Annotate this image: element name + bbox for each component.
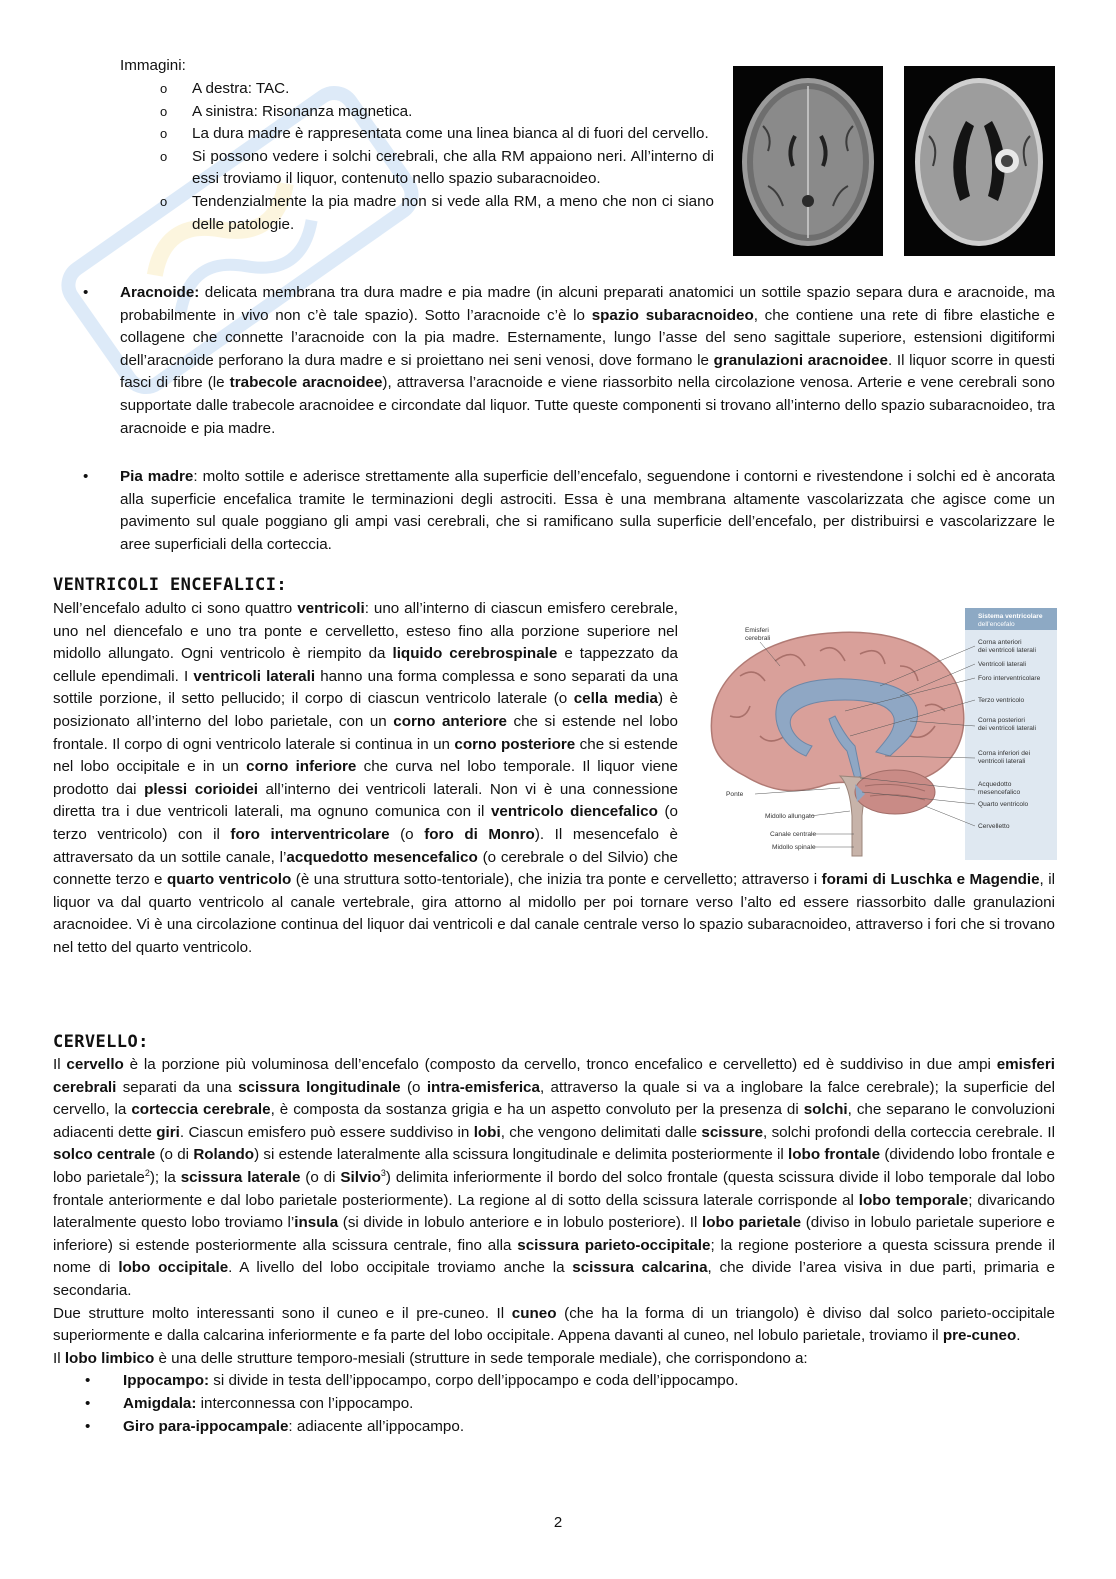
bold-run: giri xyxy=(156,1123,180,1141)
ct-scan-image xyxy=(733,66,883,256)
bold-run: insula xyxy=(294,1214,339,1232)
text-run: e tappezzato da cellule ependimali. I xyxy=(53,645,678,685)
text-run: ). Il mesencefalo è attraversato da un sottile canale, l’ xyxy=(53,825,678,866)
text-run: (o xyxy=(400,1078,427,1096)
list-marker: o xyxy=(160,103,168,119)
figure-label: Terzo ventricolo xyxy=(978,697,1025,704)
text-run: . Ciascun emisfero può essere suddiviso in xyxy=(179,1123,474,1141)
bold-run: foro di Monro xyxy=(424,825,535,843)
bold-run: Ippocampo: xyxy=(123,1372,210,1390)
text-run: , attraverso la quale si va a inglobare la falce cerebrale); la superficie del cervello, la xyxy=(53,1078,1055,1119)
ventricoli-heading: VENTRICOLI ENCEFALICI: xyxy=(53,575,287,595)
figure-label: mesencefalico xyxy=(978,789,1021,796)
list-item-text: A destra: TAC. xyxy=(192,80,290,97)
list-marker: o xyxy=(160,81,168,96)
text-run: che curva nel lobo temporale. Il liquor viene prodotto dai xyxy=(53,758,678,798)
bold-run: lobo occipitale xyxy=(118,1259,229,1277)
images-list xyxy=(160,78,714,236)
list-marker: o xyxy=(160,126,168,142)
list-item xyxy=(85,1393,1055,1416)
cerebellum xyxy=(855,770,935,814)
list-item xyxy=(160,146,714,191)
figure-title: Sistema ventricolare xyxy=(978,613,1043,620)
bold-run: cervello xyxy=(66,1056,124,1073)
cervello-paragraph xyxy=(53,1054,1055,1303)
text-run: , è composta da sostanza grigia e ha un aspetto convoluto per la presenza di xyxy=(270,1101,804,1119)
text-run: ), attraversa l’aracnoide e viene riassorbito nella circolazione venosa. Arterie e vene cerebrali sono supportate dalle trabecole aracnoidee e circondate dal liquor. Tutte queste componenti si trovano all’interno dello spazio subaracnoideo, tra aracnoide e pia madre. xyxy=(120,374,1055,437)
text-run: (o terzo ventricolo) con il xyxy=(53,803,678,843)
text-run: Il xyxy=(53,1349,65,1367)
bold-run: lobo frontale xyxy=(788,1146,881,1164)
bold-run: scissura calcarina xyxy=(572,1259,708,1277)
figure-label: Midollo allungato xyxy=(765,813,815,820)
list-marker: o xyxy=(160,193,168,209)
figure-label: Cervelletto xyxy=(978,823,1010,830)
text-run: ; divaricando lateralmente questo lobo troviamo l’ xyxy=(53,1191,1055,1232)
figure-label: Ponte xyxy=(726,791,744,798)
text-run: , il liquor va dal quarto ventricolo al canale vertebrale, gira attorno al midollo per poi tornare verso l’alto ed essere riassorbito dalle granulazioni aracnoidee. Vi è una circolazione continua del liquor dai ventricoli e dal canale centrale verso lo spazio subaracnoideo, attraverso i fori che si trovano nel tetto del quarto ventricolo. xyxy=(53,871,1056,956)
bold-run: corno posteriore xyxy=(454,735,576,753)
text-run: che si estende nel lobo occipitale e in un xyxy=(53,735,678,776)
bold-run: lobi xyxy=(473,1123,501,1141)
list-item xyxy=(160,101,714,124)
text-run: ) è posizionato all’interno del lobo parietale, con un xyxy=(53,690,678,730)
bold-run: scissura longitudinale xyxy=(238,1078,401,1096)
figure-label: Corna inferiori dei xyxy=(978,750,1031,757)
list-item xyxy=(85,1416,1055,1439)
text-run: che si estende nel lobo frontale. Il corpo di ogni ventricolo laterale si continua in un xyxy=(53,712,679,753)
text-run: (o cerebrale o del Silvio) che connette terzo e xyxy=(53,848,678,889)
bold-run: trabecole aracnoidee xyxy=(229,374,383,392)
text-run: , solchi profondi della corteccia cerebrale. Il xyxy=(763,1123,1055,1141)
text-run: ); la xyxy=(149,1168,181,1186)
text-run: : molto sottile e aderisce strettamente alla superficie dell’encefalo, seguendone i contorni e rivestendone i solchi ed è ancorata alla superficie encefalica tramite le terminazioni degli astrociti. Essa è una membrana altamente vascolarizzata che agisce come un pavimento sul quale poggiano gli ampi vasi cerebrali, che si ramificano sulla superficie dell’encefalo, per distribuirsi e vascolarizzare le aree superficiali della corteccia. xyxy=(120,468,1056,553)
bold-run: Silvio xyxy=(340,1168,381,1186)
text-run: ; la regione posteriore a questa scissura prende il nome di xyxy=(53,1236,1055,1277)
bold-run: corteccia cerebrale xyxy=(131,1101,271,1119)
bold-run: forami di Luschka e Magendie xyxy=(821,871,1040,889)
list-item-text: Tendenzialmente la pia madre non si vede alla RM, a meno che non ci siano delle patologie. xyxy=(192,192,714,233)
figure-label: Emisferi xyxy=(745,627,769,634)
text-run: . A livello del lobo occipitale troviamo anche la xyxy=(228,1259,573,1277)
text-run: Nell’encefalo adulto ci sono quattro xyxy=(53,600,298,617)
figure-label: Canale centrale xyxy=(770,831,817,838)
figure-title: dell’encefalo xyxy=(978,621,1015,628)
text-run: , che separano le convoluzioni adiacenti dette xyxy=(53,1101,1055,1141)
list-marker: o xyxy=(160,148,168,164)
text-run: delicata membrana tra dura madre e pia madre (in alcuni preparati anatomici un sottile spazio separa dura e aracnoide, ma probabilmente in vivo non c’è tale spazio). Sotto l’aracnoide c’è lo xyxy=(120,284,1055,324)
bullet-marker: • xyxy=(85,1394,91,1412)
figure-label: Ventricoli laterali xyxy=(978,661,1027,668)
text-run: (si divide in lobulo anteriore e in lobulo posteriore). Il xyxy=(338,1214,702,1232)
text-run: : uno all’interno di ciascun emisfero cerebrale, uno nel diencefalo e uno tra ponte e cervelletto, esteso fino alla porzione superiore nel midollo allungato. Ogni ventricolo è riempito da xyxy=(53,600,678,663)
bold-run: scissura parieto-occipitale xyxy=(517,1236,711,1254)
bold-run: lobo parietale xyxy=(701,1214,802,1232)
bold-run: ventricoli xyxy=(297,600,365,617)
bold-run: emisferi cerebrali xyxy=(53,1056,1055,1096)
cervello-heading: CERVELLO: xyxy=(53,1032,149,1052)
page-number: 2 xyxy=(553,1514,563,1531)
pia-madre-bullet xyxy=(83,466,1055,556)
text-run: ) delimita inferiormente il bordo del solco frontale (questa scissura divide il lobo temporale dal lobo frontale anteriormente e dal lobo parietale posteriormente). La regione al di sotto della scissura laterale corrisponde al xyxy=(53,1168,1055,1209)
text-run: Due strutture molto interessanti sono il cuneo e il pre-cuneo. Il xyxy=(53,1304,512,1322)
text-run: (dividendo lobo frontale e lobo parietale xyxy=(53,1146,1056,1186)
bold-run: acquedotto mesencefalico xyxy=(286,848,478,866)
bold-run: foro interventricolare xyxy=(230,825,390,843)
bold-run: scissure xyxy=(701,1123,764,1141)
bold-run: cella media xyxy=(573,690,658,708)
text-run: si divide in testa dell’ippocampo, corpo dell’ippocampo e coda dell’ippocampo. xyxy=(209,1372,739,1390)
bold-run: pre-cuneo xyxy=(942,1327,1017,1345)
bullet-marker: • xyxy=(85,1372,91,1390)
text-run: (o di xyxy=(155,1146,194,1164)
bold-run: liquido cerebrospinale xyxy=(392,645,558,663)
list-item xyxy=(85,1370,1055,1393)
aracnoide-paragraph xyxy=(120,282,1055,440)
bold-run: quarto ventricolo xyxy=(166,871,292,889)
bold-run: solchi xyxy=(803,1101,848,1119)
list-item-text: La dura madre è rappresentata come una linea bianca al di fuori del cervello. xyxy=(192,125,709,143)
cerebral-hemisphere xyxy=(711,632,963,790)
text-run: , che divide l’area visiva in due parti, primaria e secondaria. xyxy=(53,1259,1055,1299)
bold-run: Giro para-ippocampale xyxy=(123,1417,289,1435)
text-run: : adiacente all’ippocampo. xyxy=(288,1417,465,1435)
images-label: Immagini: xyxy=(120,57,186,74)
pia-madre-term: Pia madre xyxy=(120,468,194,485)
text-run: , che contiene una rete di fibre elastiche e collagene che connette l’aracnoide con la pia madre. Esternamente, lungo l’asse del seno sagittale superiore, estensioni digitiformi dell’aracnoide perforano la dura madre e si proiettano nei seni venosi, dove formano le xyxy=(120,306,1055,369)
text-run: (che ha la forma di un triangolo) è diviso dal solco parieto-occipitale superiormente e dalla calcarina inferiormente e fa parte del lobo occipitale. Appena davanti al cuneo, nel lobulo parietale, troviamo il xyxy=(53,1304,1056,1345)
list-item xyxy=(160,123,714,146)
bold-run: solco centrale xyxy=(53,1146,156,1164)
figure-label: Corna anteriori xyxy=(978,639,1022,646)
list-item xyxy=(160,191,714,236)
bold-run: corno inferiore xyxy=(246,758,357,776)
text-run: (o di xyxy=(300,1168,341,1186)
figure-label: ventricoli laterali xyxy=(978,758,1026,765)
bullet-marker: • xyxy=(83,468,89,485)
figure-label: Midollo spinale xyxy=(772,844,816,851)
text-run: hanno una forma complessa e sono separati da una sottile porzione, il setto pellucido; il corpo di ciascun ventricolo laterale (o xyxy=(53,667,679,708)
text-run: Il xyxy=(53,1056,67,1073)
list-item xyxy=(160,78,714,101)
bold-run: spazio subaracnoideo xyxy=(591,306,754,324)
text-run: . xyxy=(1016,1327,1021,1345)
figure-label: Acquedotto xyxy=(978,781,1012,788)
lobo-limbico-paragraph xyxy=(53,1348,1055,1371)
bold-run: scissura laterale xyxy=(180,1168,301,1186)
cuneo-paragraph xyxy=(53,1303,1055,1348)
mri-scan-image xyxy=(904,66,1055,256)
text-run: (diviso in lobulo parietale superiore e inferiore) si estende posteriormente alla scissura centrale, fino alla xyxy=(53,1214,1055,1254)
list-item-text: A sinistra: Risonanza magnetica. xyxy=(192,102,413,120)
bold-run: lobo limbico xyxy=(64,1349,155,1367)
bold-run: cuneo xyxy=(511,1304,557,1322)
bold-run: Rolando xyxy=(193,1146,255,1164)
text-run: interconnessa con l’ippocampo. xyxy=(196,1394,414,1412)
ventricular-system-figure xyxy=(700,606,1058,862)
text-run: è una delle strutture temporo-mesiali (strutture in sede temporale mediale), che corrispondono a: xyxy=(154,1349,808,1367)
pia-madre-paragraph xyxy=(120,466,1055,556)
text-run: è la porzione più voluminosa dell’encefalo (composto da cervello, tronco encefalico e cervelletto) ed è suddiviso in due ampi xyxy=(123,1056,997,1073)
text-run: all’interno dei ventricoli laterali. Non vi è una connessione diretta tra i due ventricoli laterali, ma ognuno comunica con il xyxy=(53,780,678,821)
text-run: (o xyxy=(389,825,425,843)
text-run: separati da una xyxy=(116,1078,239,1096)
footnote-ref: 2 xyxy=(144,1167,150,1178)
text-run: , che vengono delimitati dalle xyxy=(500,1123,702,1141)
figure-label: Corna posteriori xyxy=(978,717,1025,724)
bold-run: intra-emisferica xyxy=(426,1078,540,1096)
list-item-text: Si possono vedere i solchi cerebrali, che alla RM appaiono neri. All’interno di essi troviamo il liquor, contenuto nello spazio subaracnoideo. xyxy=(192,147,714,188)
bold-run: corno anteriore xyxy=(393,712,507,730)
cervello-section xyxy=(53,1054,1055,1438)
bold-run: ventricoli laterali xyxy=(193,667,316,685)
lobo-limbico-list xyxy=(85,1370,1055,1438)
text-run: (è una struttura sotto-tentoriale), che inizia tra ponte e cervelletto; attraverso i xyxy=(291,871,822,889)
bold-run: ventricolo diencefalico xyxy=(490,803,658,821)
figure-label: Quarto ventricolo xyxy=(978,801,1029,808)
bullet-marker: • xyxy=(85,1417,91,1435)
footnote-ref: 3 xyxy=(380,1167,386,1178)
bullet-marker: • xyxy=(83,284,89,301)
aracnoide-bullet xyxy=(83,282,1055,440)
text-run: ) si estende lateralmente alla scissura longitudinale e delimita posteriormente il xyxy=(254,1146,789,1164)
bold-run: Amigdala: xyxy=(123,1394,197,1412)
figure-label: cerebrali xyxy=(745,635,771,642)
text-run: . Il liquor scorre in questi fasci di fibre (le xyxy=(120,351,1055,392)
aracnoide-term: Aracnoide: xyxy=(120,284,200,301)
figure-label: Foro interventricolare xyxy=(978,675,1041,682)
bold-run: plessi corioidei xyxy=(144,780,258,798)
figure-label: dei ventricoli laterali xyxy=(978,647,1036,654)
bold-run: lobo temporale xyxy=(858,1191,969,1209)
figure-label: dei ventricoli laterali xyxy=(978,725,1036,732)
bold-run: granulazioni aracnoidee xyxy=(713,351,888,369)
